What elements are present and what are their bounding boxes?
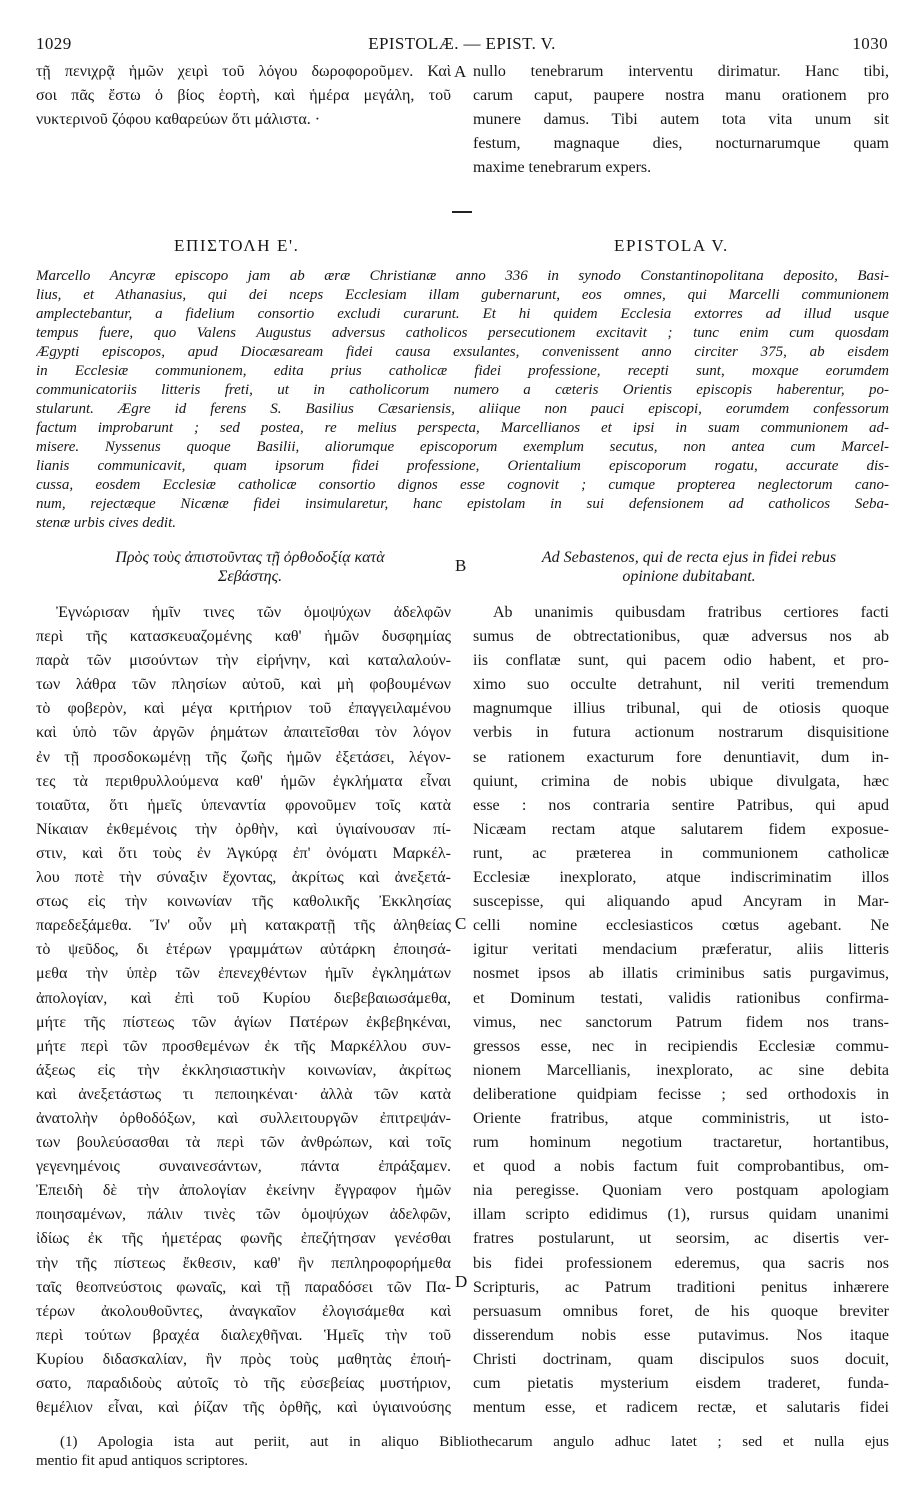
text-line: disserendum nobis esse putavimus. Nos itaque: [473, 1326, 889, 1344]
text-line: Ecclesiæ inexplorato, atque indiscriminatim illos: [473, 869, 889, 887]
text-line: τὸ φοβερὸν, καὶ μέγα κριτήριον τοῦ ἐπαγγειλαμένου: [36, 700, 451, 718]
text-line: παρὰ τῶν μισούντων τὴν εἰρήνην, καὶ καταλαλούν-: [36, 652, 451, 670]
text-line: et quod a nobis factum fuit comprobantibus, om-: [473, 1158, 889, 1176]
text-line: στως εἰς τὴν κοινωνίαν τῆς καθολικῆς Ἐκκλησίας: [36, 893, 451, 911]
text-line: σοι πᾶς ἔστω ὁ βίος ἑορτὴ, καὶ ἡμέρα μεγάλη, τοῦ: [36, 87, 451, 104]
text-line: celli nomine ecclesiasticos cœtus agebant. Ne: [473, 917, 889, 935]
text-line: nullo tenebrarum interventu dirimatur. Hanc tibi,: [473, 63, 889, 80]
text-line: άξεως εἰς τὴν ἐκκλησιαστικὴν κοινωνίαν, ἀκρίτως: [36, 1061, 451, 1079]
text-line: Oriente fratribus, atque comministris, ut isto-: [473, 1109, 889, 1127]
footnote: [36, 1433, 889, 1471]
text-line: Scripturis, ac Patrum traditioni penitus inhærere: [473, 1278, 889, 1296]
text-line: sumus de obtrectationibus, quæ adversus nos ab: [473, 628, 889, 646]
text-line: ἀνατολὴν ὀρθοδόξων, καὶ συλλειτουργῶν ἐπιτρεψάν-: [36, 1109, 451, 1127]
text-line: stularunt. Ægre id ferens S. Basilius Cæsariensis, aliique non pauci episcopi, eorumdem confessorum: [36, 401, 889, 417]
text-line: ἀπολογίαν, καὶ ἐπὶ τοῦ Κυρίου διεβεβαιωσάμεθα,: [36, 989, 451, 1007]
text-line: nionem Marcellianis, inexplorato, ac sine debita: [473, 1061, 889, 1079]
text-line: runt, ac præterea in communionem catholicæ: [473, 844, 889, 862]
intro-latin-column: [473, 60, 889, 180]
page-number-right: 1030: [852, 34, 888, 53]
text-line: των βουλεύσασθαι τὰ περὶ τῶν ἀνθρώπων, καὶ τοῖς: [36, 1134, 451, 1152]
text-line: tempus fuere, quo Valens Augustus adversus catholicos persecutionem excitavit ; tunc enim cum quosdam: [36, 325, 889, 341]
text-line: lianis communicavit, quam ipsorum fidei professione, Orientalium episcoporum rogatu, accurate dis-: [36, 458, 889, 474]
text-line: καὶ ἀνεξετάστως τι πεποιηκέναι· ἀλλὰ τῶν κατὰ: [36, 1085, 451, 1103]
text-line: quiunt, crimina de nobis ubique divulgata, hæc: [473, 772, 889, 790]
text-line: Ægypti episcopos, apud Diocæsaream fidei causa exsulantes, convenissent anno circiter 375, ab eisdem: [36, 344, 889, 360]
epistle-title-greek: ΕΠΙΣΤΟΛΗ Ε'.: [174, 236, 300, 255]
text-line: rum hominum negotium tractaretur, hortantibus,: [473, 1134, 889, 1152]
text-line: τοιαῦτα, ὅτι ἡμεῖς ὑπεναντία φρονοῦμεν τοῖς κατὰ: [36, 796, 451, 814]
text-line: Ἐγνώρισαν ἡμῖν τινες τῶν ὁμοψύχων ἀδελφῶν: [56, 604, 451, 621]
margin-marker-c: C: [455, 914, 467, 933]
text-line: bis fidei professionem ederemus, qua sacris nos: [473, 1254, 889, 1272]
margin-marker-b: B: [455, 556, 467, 575]
text-line: factum improbarunt ; sed postea, re melius perspecta, Marcellianos et ipsi in suam communionem ad-: [36, 420, 889, 436]
text-line: τὸ ψεῦδος, δι ἑτέρων γραμμάτων αὐτάρκη ἐποιησά-: [36, 941, 451, 959]
text-line: θεμέλιον εἶναι, καὶ ῥίζαν τῆς ὀρθῆς, καὶ ὑγιαινούσης: [36, 1399, 451, 1417]
text-line: gressos esse, nec in recipiendis Ecclesiæ commu-: [473, 1037, 889, 1055]
text-line: persuasum omnibus foret, de his quoque breviter: [473, 1302, 889, 1320]
text-line: verbis in futura actionum nostrarum disquisitione: [473, 724, 889, 742]
text-line: cussa, eosdem Ecclesiæ catholicæ consortio dignos esse cognovit ; cumque propterea neglectorum cano-: [36, 477, 889, 493]
text-line: lius, et Athanasius, qui dei nceps Ecclesiam illam gubernarunt, eos omnes, qui Marcelli communionem: [36, 287, 889, 303]
text-line: τες τὰ περιθρυλλούμενα καθ' ἡμῶν ἐγκλήματα εἶναι: [36, 772, 451, 790]
text-line: περὶ τούτων βραχέα διαλεχθῆναι. Ἡμεῖς τὴν τοῦ: [36, 1326, 451, 1344]
text-line: Ad Sebastenos, qui de recta ejus in fidei rebus: [541, 549, 837, 566]
section-separator: [452, 211, 472, 213]
text-line: mentum esse, et radicem rectæ, et salutaris fidei: [473, 1399, 889, 1417]
text-line: στιν, καὶ ὅτι τοὺς ἐν Ἀγκύρᾳ ἐπ' ὀνόματι Μαρκέλ-: [36, 844, 451, 862]
text-line: Marcello Ancyræ episcopo jam ab æræ Christianæ anno 336 in synodo Constantinopolitana deposito, Basi-: [36, 268, 889, 284]
text-line: amplectebantur, a fidelium consortio excludi curarunt. Et hi quidem Ecclesia extorres ad illud usque: [36, 306, 889, 322]
text-line: illam scripto edidimus (1), rursus quidam unanimi: [473, 1206, 889, 1224]
text-line: in Ecclesiæ communionem, edita prius catholicæ fidei professione, recepti sunt, moxque eorumdem: [36, 363, 889, 379]
text-line: iis conflatæ sunt, qui pacem odio habent, et pro-: [473, 652, 889, 670]
text-line: (1) Apologia ista aut periit, aut in aliquo Bibliothecarum angulo adhuc latet ; sed et nulla ejus: [60, 1434, 889, 1450]
text-line: σατο, παραδιδοὺς αὐτοῖς τὸ τῆς εὐσεβείας μυστήριον,: [36, 1375, 451, 1392]
text-line: καὶ ὑπὸ τῶν ἀργῶν ῥημάτων ἀπαιτεῖσθαι τὸν λόγον: [36, 724, 451, 742]
text-line: τῇ πενιχρᾷ ἡμῶν χειρὶ τοῦ λόγου δωροφοροῦμεν. Καὶ: [36, 63, 451, 80]
subtitle-latin: [496, 548, 882, 586]
text-line: γεγενημένοις συναινεσάντων, πάντα ἐπράξαμεν.: [36, 1158, 451, 1176]
text-line: munere damus. Tibi autem tota vita unum sit: [473, 111, 889, 128]
text-line: Ἐπειδὴ δὲ τὴν ἀπολογίαν ἐκείνην ἔγγραφον ἡμῶν: [36, 1182, 451, 1200]
text-line: deliberatione quidpiam fecisse ; sed orthodoxis in: [473, 1085, 889, 1103]
running-header-title: EPISTOLÆ. — EPIST. V.: [368, 34, 556, 53]
text-line: τὴν τῆς πίστεως ἔκθεσιν, καθ' ἣν πεπληροφορήμεθα: [36, 1254, 451, 1272]
text-line: opinione dubitabant.: [622, 568, 756, 585]
text-line: Ab unanimis quibusdam fratribus certiores facti: [493, 604, 889, 621]
text-line: suscepisse, qui aliquando apud Ancyram in Mar-: [473, 893, 889, 911]
text-line: num, rejectæque Nicænæ fidei insimularetur, hanc epistolam in sui defensionem ad catholicos Seba-: [36, 496, 889, 512]
text-line: Νίκαιαν ἐκθεμένοις τὴν ὀρθὴν, καὶ ὑγιαίνουσαν πί-: [36, 820, 451, 838]
text-line: ποιησαμένων, πάλιν τινὲς τῶν ὁμοψύχων ἀδελφῶν,: [36, 1206, 451, 1224]
text-line: festum, magnaque dies, nocturnarumque quam: [473, 135, 889, 152]
argument-paragraph: [36, 267, 889, 533]
text-line: communicatoriis litteris freti, ut in catholicorum numero a cæteris Orientis episcopis haberentur, po-: [36, 382, 889, 398]
text-line: nosmet ipsos ab illatis criminibus satis purgavimus,: [473, 965, 889, 983]
text-line: fratres postularunt, ut seorsim, ac disertis ver-: [473, 1230, 889, 1248]
text-line: τέρων ἀκολουθοῦντες, ἀναγκαῖον ἐλογισάμεθα καὶ: [36, 1302, 451, 1320]
text-line: et Dominum testati, validis rationibus confirma-: [473, 989, 889, 1007]
text-line: Πρὸς τοὺς ἀπιστοῦντας τῇ ὀρθοδοξίᾳ κατὰ: [115, 549, 385, 566]
margin-marker-d: D: [455, 1272, 468, 1291]
text-line: Christi doctrinam, quam discipulos suos docuit,: [473, 1350, 889, 1368]
text-line: μήτε περὶ τῶν προσθεμένων ἐκ τῆς Μαρκέλλου συν-: [36, 1037, 451, 1055]
text-line: Κυρίου διδασκαλίαν, ἣν πρὸς τοὺς μαθητὰς ἐποιή-: [36, 1350, 451, 1368]
text-line: magnumque illius tribunal, qui de otiosis quoque: [473, 700, 889, 718]
body-latin-column: [473, 601, 889, 1420]
text-line: των λάθρα τῶν πλησίων αὐτοῦ, καὶ μὴ φοβουμένων: [36, 676, 451, 694]
page-number-left: 1029: [36, 34, 72, 53]
text-line: nia peregisse. Quoniam vero postquam apologiam: [473, 1182, 889, 1200]
text-line: esse : nos contraria sentire Patribus, qui apud: [473, 796, 889, 814]
text-line: ταῖς θεοπνεύστοις φωναῖς, καὶ τῇ παραδόσει τῶν Πα-: [36, 1278, 451, 1296]
text-line: igitur veritati mendacium præferatur, aliis litteris: [473, 941, 889, 959]
text-line: cum pietatis mysterium eisdem traderet, funda-: [473, 1375, 889, 1392]
text-line: νυκτερινοῦ ζόφου καθαρεύων ὅτι μάλιστα. ·: [36, 111, 321, 128]
body-greek-column: [36, 601, 451, 1420]
text-line: παρεδεξάμεθα. Ἵν' οὖν μὴ κατακρατῇ τῆς ἀληθείας: [36, 917, 451, 935]
text-line: misere. Nyssenus quoque Basilii, aliorumque episcoporum exemplum secutus, non antea cum Marcel-: [36, 439, 889, 455]
text-line: Nicæam rectam atque salutarem fidem exposue-: [473, 820, 889, 838]
subtitle-greek: [80, 548, 420, 586]
epistle-title-latin: EPISTOLA V.: [614, 236, 729, 255]
text-line: carum caput, paupere nostra manu orationem pro: [473, 87, 889, 104]
text-line: περὶ τῆς κατασκευαζομένης καθ' ἡμῶν δυσφημίας: [36, 628, 451, 646]
text-line: μήτε τῆς πίστεως τῶν ἁγίων Πατέρων ἐκβεβηκέναι,: [36, 1013, 451, 1031]
text-line: mentio fit apud antiquos scriptores.: [36, 1453, 249, 1469]
text-line: maxime tenebrarum expers.: [473, 159, 652, 176]
text-line: Σεβάστης.: [217, 568, 283, 585]
text-line: stenæ urbis cives dedit.: [36, 515, 176, 531]
text-line: vimus, nec sanctorum Patrum fidem nos trans-: [473, 1013, 889, 1031]
text-line: ἰδίως ἐκ τῆς ἡμετέρας φωνῆς ἐπεζήτησαν γενέσθαι: [36, 1230, 451, 1248]
text-line: μεθα τὴν ὑπὲρ τῶν ἐπενεχθέντων ἡμῖν ἐγκλημάτων: [36, 965, 451, 983]
text-line: λου ποτὲ τὴν σύναξιν ἔχοντας, ἀκρίτως καὶ ἀνεξετά-: [36, 869, 451, 887]
text-line: ἐν τῇ προσδοκωμένῃ τῆς ζωῆς ἡμῶν ἐξετάσει, λέγον-: [36, 748, 451, 766]
margin-marker-a: A: [454, 62, 467, 81]
text-line: ximo suo occulte detrahunt, nil veriti tremendum: [473, 676, 889, 694]
intro-greek-column: [36, 60, 451, 132]
text-line: se rationem exacturum fore denuntiavit, dum in-: [473, 748, 889, 766]
